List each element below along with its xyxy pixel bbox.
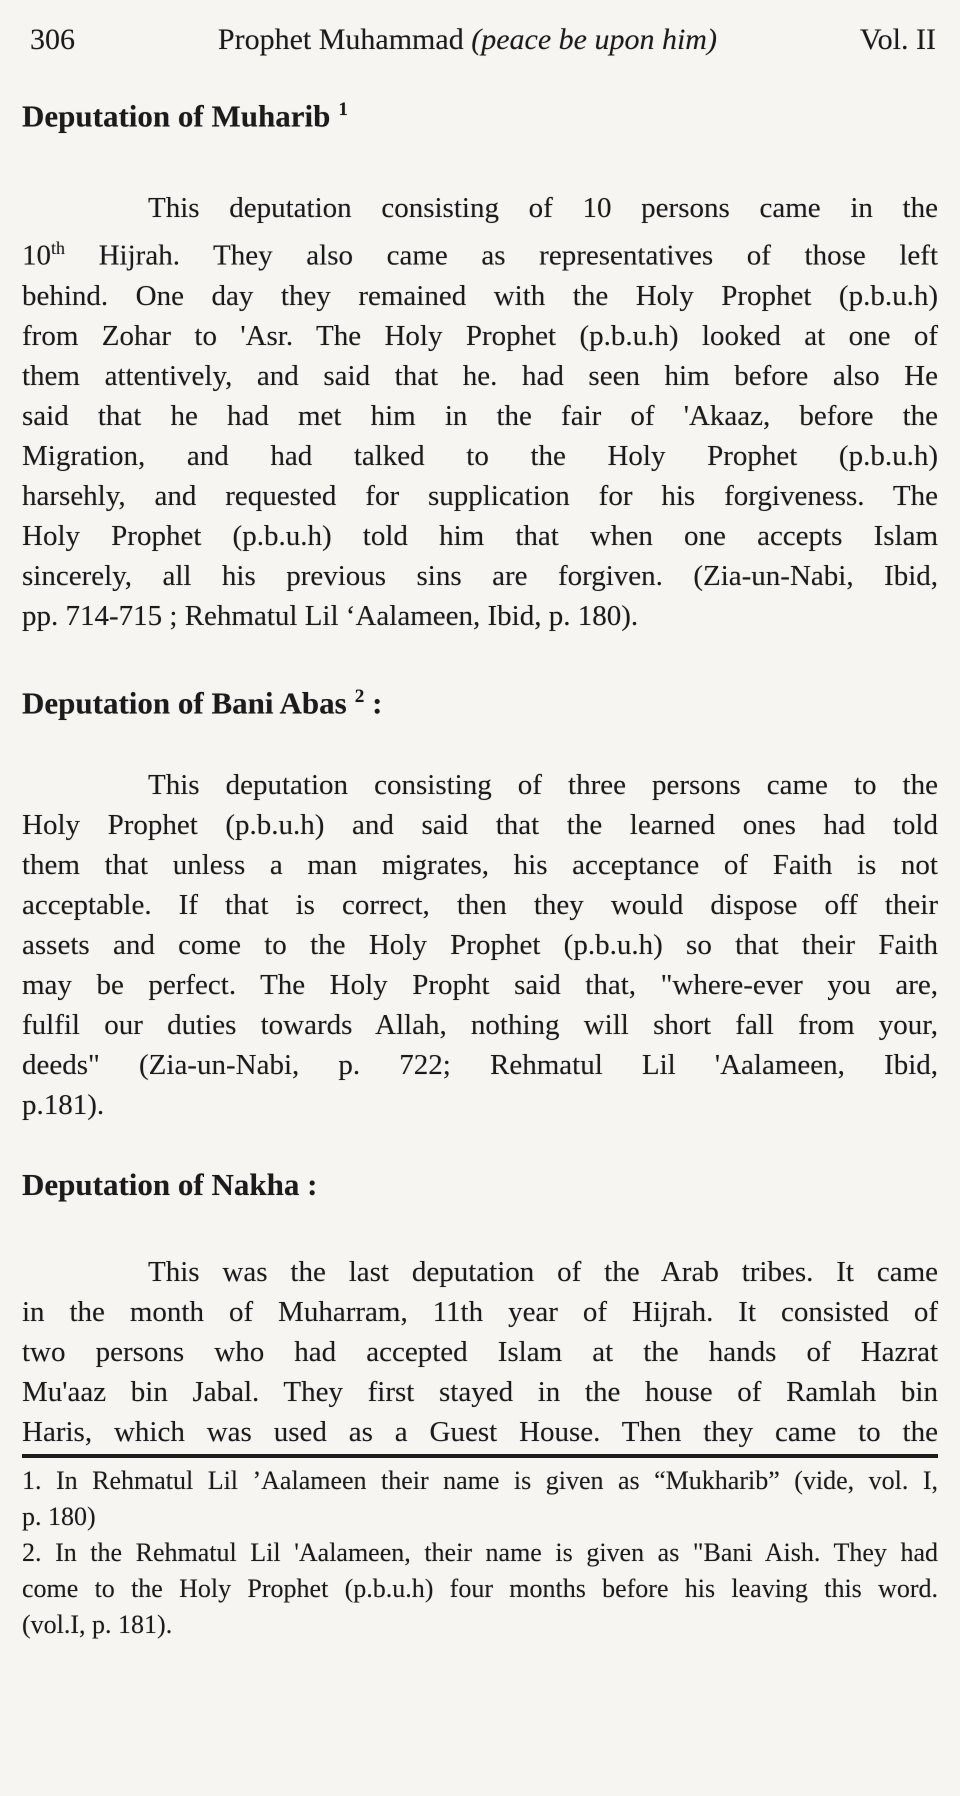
footnote-2-line: come to the Holy Prophet (p.b.u.h) four months before his leaving this word.: [22, 1574, 938, 1604]
text-line: Migration, and had talked to the Holy Prophet (p.b.u.h): [22, 439, 938, 472]
text-line: behind. One day they remained with the Holy Prophet (p.b.u.h): [22, 279, 938, 312]
ordinal-superscript: th: [51, 238, 65, 259]
text-line: p.181).: [22, 1089, 105, 1122]
footnote-2-line: 2. In the Rehmatul Lil 'Aalameen, their name is given as "Bani Aish. They had: [22, 1538, 938, 1568]
text-line: deeds" (Zia-un-Nabi, p. 722; Rehmatul Lil 'Aalameen, Ibid,: [22, 1049, 938, 1082]
text-line: pp. 714-715 ; Rehmatul Lil ‘Aalameen, Ibid, p. 180).: [22, 599, 639, 632]
text-line: [22, 228, 938, 276]
text-line: them attentively, and said that he. had seen him before also He: [22, 359, 938, 392]
running-title: [75, 20, 860, 60]
text-line: This was the last deputation of the Arab tribes. It came: [148, 1256, 938, 1289]
text-line: sincerely, all his previous sins are forgiven. (Zia-un-Nabi, Ibid,: [22, 559, 938, 592]
volume-label: Vol. II: [859, 23, 936, 56]
running-title-regular: Prophet Muhammad: [217, 23, 472, 56]
text-line: fulfil our duties towards Allah, nothing will short fall from your,: [22, 1009, 938, 1042]
text-line: them that unless a man migrates, his acceptance of Faith is not: [22, 849, 938, 882]
page-number: 306: [30, 23, 75, 56]
text-line: Holy Prophet (p.b.u.h) told him that when one accepts Islam: [22, 519, 938, 552]
footnotes-block: [22, 1463, 938, 1643]
footnote-separator-rule: [22, 1454, 938, 1458]
paragraph-nakha: [22, 1252, 938, 1452]
text-line: This deputation consisting of 10 persons came in the: [148, 192, 938, 225]
paragraph-muharib: [22, 188, 938, 636]
text-line: from Zohar to 'Asr. The Holy Prophet (p.b.u.h) looked at one of: [22, 319, 938, 352]
footnote-2-line: (vol.I, p. 181).: [22, 1610, 173, 1640]
section-heading-nakha: [22, 1165, 938, 1205]
text-line: assets and come to the Holy Prophet (p.b.u.h) so that their Faith: [22, 929, 938, 962]
footnote-1-line: p. 180): [22, 1502, 96, 1532]
footnote-ref-2: 2: [354, 685, 365, 707]
text-line: Holy Prophet (p.b.u.h) and said that the learned ones had told: [22, 809, 938, 842]
text-run: Hijrah. They also came as representatives of those left: [64, 239, 938, 272]
paragraph-bani-abas: [22, 765, 938, 1125]
text-line: in the month of Muharram, 11th year of Hijrah. It consisted of: [22, 1296, 938, 1329]
running-title-italic: (peace be upon him): [471, 23, 717, 56]
section-heading-bani-abas: [22, 677, 938, 723]
footnote-1-line: 1. In Rehmatul Lil ’Aalameen their name is given as “Mukharib” (vide, vol. I,: [22, 1466, 938, 1496]
running-header: [22, 20, 938, 60]
text-line: said that he had met him in the fair of 'Akaaz, before the: [22, 399, 938, 432]
footnote-ref-1: 1: [338, 99, 348, 120]
text-line: two persons who had accepted Islam at the hands of Hazrat: [22, 1336, 938, 1369]
text-line: Mu'aaz bin Jabal. They first stayed in the house of Ramlah bin: [22, 1376, 938, 1409]
text-line: may be perfect. The Holy Propht said that, "where-ever you are,: [22, 969, 938, 1002]
heading-text: Deputation of Nakha :: [22, 1167, 318, 1203]
heading-suffix: :: [364, 685, 383, 721]
section-heading-muharib: [22, 90, 938, 136]
text-line: acceptable. If that is correct, then they would dispose off their: [22, 889, 938, 922]
text-line: harsehly, and requested for supplication for his forgiveness. The: [22, 479, 938, 512]
text-line: This deputation consisting of three persons came to the: [148, 769, 938, 802]
heading-text: Deputation of Bani Abas: [22, 685, 347, 721]
text-run: 10: [22, 239, 51, 272]
text-line: Haris, which was used as a Guest House. Then they came to the: [22, 1416, 938, 1449]
heading-text: Deputation of Muharib: [22, 98, 331, 134]
